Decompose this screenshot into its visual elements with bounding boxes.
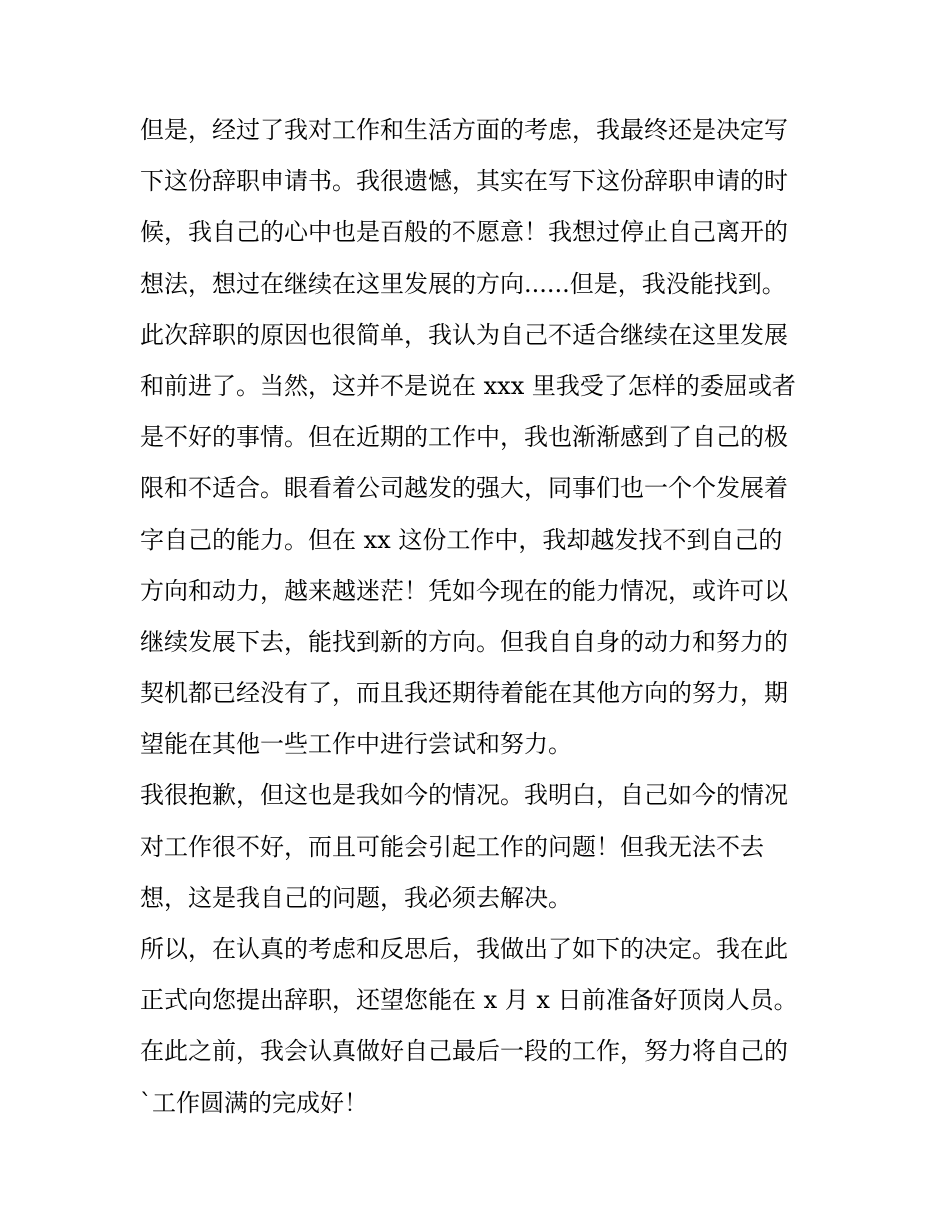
text-line: 候，我自己的心中也是百般的不愿意！我想过停止自己离开的 xyxy=(140,218,788,247)
text-line: 所以，在认真的考虑和反思后，我做出了如下的决定。我在此 xyxy=(140,935,788,963)
text-line: 想法，想过在继续在这里发展的方向......但是，我没能找到。 xyxy=(140,269,786,298)
text-line: 对工作很不好，而且可能会引起工作的问题！但我无法不去 xyxy=(140,832,764,861)
text-line: 字自己的能力。但在 xx 这份工作中，我却越发找不到自己的 xyxy=(140,525,783,554)
text-line: 想，这是我自己的问题，我必须去解决。 xyxy=(140,883,572,912)
text-line: 限和不适合。眼看着公司越发的强大，同事们也一个个发展着 xyxy=(140,474,788,503)
text-line: 在此之前，我会认真做好自己最后一段的工作，努力将自己的 xyxy=(140,1037,788,1066)
text-line: 但是，经过了我对工作和生活方面的考虑，我最终还是决定写 xyxy=(140,116,788,144)
text-line: 是不好的事情。但在近期的工作中，我也渐渐感到了自己的极 xyxy=(140,423,788,452)
text-line: 方向和动力，越来越迷茫！凭如今现在的能力情况，或许可以 xyxy=(140,576,788,605)
text-line: 正式向您提出辞职，还望您能在 x 月 x 日前准备好顶岗人员。 xyxy=(140,986,798,1015)
text-line: 我很抱歉，但这也是我如今的情况。我明白，自己如今的情况 xyxy=(140,781,788,810)
text-line: 此次辞职的原因也很简单，我认为自己不适合继续在这里发展 xyxy=(140,320,788,349)
text-line: 继续发展下去，能找到新的方向。但我自自身的动力和努力的 xyxy=(140,627,788,656)
text-line: 望能在其他一些工作中进行尝试和努力。 xyxy=(140,730,572,759)
text-line: 和前进了。当然，这并不是说在 xxx 里我受了怎样的委屈或者 xyxy=(140,371,796,400)
text-line: 下这份辞职申请书。我很遗憾，其实在写下这份辞职申请的时 xyxy=(140,167,788,196)
letter-body xyxy=(140,105,820,1129)
text-line: 契机都已经没有了，而且我还期待着能在其他方向的努力，期 xyxy=(140,679,788,708)
text-line: `工作圆满的完成好！ xyxy=(140,1088,368,1117)
